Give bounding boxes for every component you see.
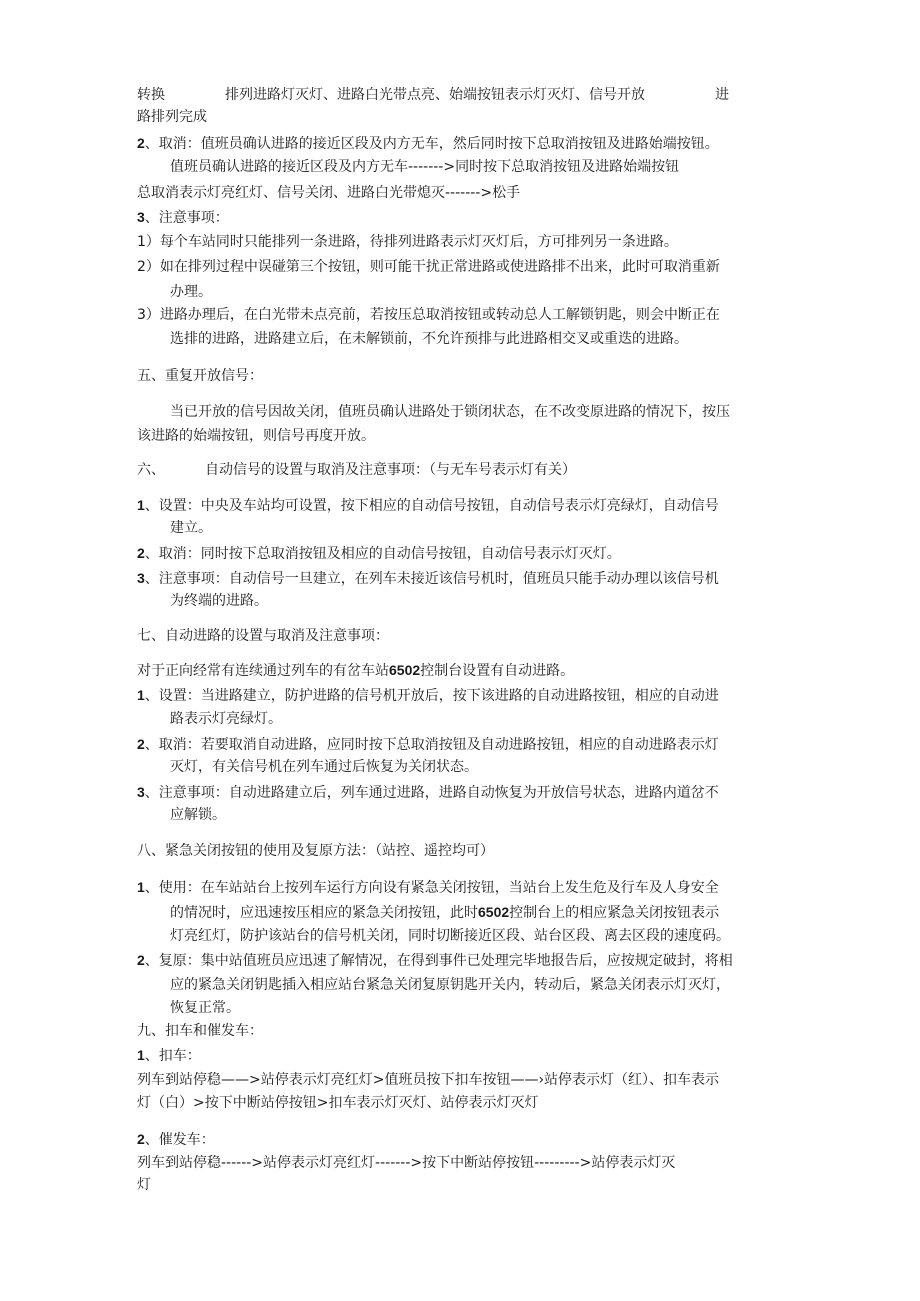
text-line: 1、设置：当进路建立，防护进路的信号机开放后，按下该进路的自动进路按钮，相应的自动进 <box>137 687 719 704</box>
text-line: 灭灯，有关信号机在列车通过后恢复为关闭状态。 <box>170 759 478 775</box>
text-line: 灯（白）>按下中断站停按钮>扣车表示灯灭灯、站停表示灯灭灯 <box>137 1095 539 1111</box>
text-line: 2、取消：同时按下总取消按钮及相应的自动信号按钮，自动信号表示灯灭灯。 <box>137 545 621 562</box>
text-line: 选排的进路，进路建立后，在未解锁前，不允许预排与此进路相交叉或重迭的进路。 <box>170 331 688 347</box>
text-line: 3、注意事项： <box>137 209 229 226</box>
text-line: 2、取消：若要取消自动进路，应同时按下总取消按钮及自动进路按钮，相应的自动进路表示灯 <box>137 736 719 753</box>
text-line: 的情况时，应迅速按压相应的紧急关闭按钮，此时6502控制台上的相应紧急关闭按钮表示 <box>170 904 720 921</box>
text-line: 建立。 <box>170 520 212 536</box>
text-line: 恢复正常。 <box>170 1000 240 1016</box>
section-heading: 八、紧急关闭按钮的使用及复原方法：（站控、遥控均可） <box>137 843 494 859</box>
text-line: 2、催发车： <box>137 1131 215 1148</box>
section-heading: 六、 自动信号的设置与取消及注意事项：（与无车号表示灯有关） <box>137 462 576 478</box>
section-heading: 九、扣车和催发车： <box>137 1023 263 1039</box>
text-line: 灯 <box>137 1177 151 1193</box>
text-line: 2、取消：值班员确认进路的接近区段及内方无车，然后同时按下总取消按钮及进路始端按钮。 <box>137 135 719 152</box>
text-line: 2、复原：集中站值班员应迅速了解情况，在得到事件已处理完毕地报告后，应按规定破封，将相 <box>137 952 733 969</box>
text-line: 1、扣车： <box>137 1047 201 1064</box>
section-heading: 五、重复开放信号： <box>137 368 263 384</box>
text-line: 3、注意事项：自动进路建立后，列车通过进路，进路自动恢复为开放信号状态，进路内道岔不 <box>137 784 719 801</box>
text-line: 3、注意事项：自动信号一旦建立，在列车未接近该信号机时，值班员只能手动办理以该信号机 <box>137 570 719 587</box>
text-line: 1）每个车站同时只能排列一条进路，待排列进路表示灯灭灯后，方可排列另一条进路。 <box>137 234 678 250</box>
text-line: 应的紧急关闭钥匙插入相应站台紧急关闭复原钥匙开关内，转动后，紧急关闭表示灯灭灯， <box>170 977 730 993</box>
text-line: 总取消表示灯亮红灯、信号关闭、进路白光带熄灭------->松手 <box>137 185 521 201</box>
text-line: 转换 排列进路灯灭灯、进路白光带点亮、始端按钮表示灯灭灯、信号开放 进 <box>137 87 729 103</box>
text-line: 列车到站停稳------>站停表示灯亮红灯------->按下中断站停按钮--------->站停表示灯灭 <box>137 1155 676 1171</box>
text-line: 该进路的始端按钮，则信号再度开放。 <box>137 428 375 444</box>
text-line: 当已开放的信号因故关闭，值班员确认进路处于锁闭状态，在不改变原进路的情况下，按压 <box>170 404 730 420</box>
text-line: 应解锁。 <box>170 807 226 823</box>
text-line: 1、设置：中央及车站均可设置，按下相应的自动信号按钮，自动信号表示灯亮绿灯，自动信号 <box>137 497 719 514</box>
text-line: 1、使用：在车站站台上按列车运行方向设有紧急关闭按钮，当站台上发生危及行车及人身安全 <box>137 879 719 896</box>
text-line: 值班员确认进路的接近区段及内方无车------->同时按下总取消按钮及进路始端按钮 <box>170 159 680 175</box>
text-line: 为终端的进路。 <box>170 593 268 609</box>
text-line: 对于正向经常有连续通过列车的有岔车站6502控制台设置有自动进路。 <box>137 662 575 679</box>
section-heading: 七、自动进路的设置与取消及注意事项： <box>137 628 389 644</box>
text-line: 3）进路办理后，在白光带未点亮前，若按压总取消按钮或转动总人工解锁钥匙，则会中断正在 <box>137 307 720 323</box>
text-line: 灯亮红灯，防护该站台的信号机关闭，同时切断接近区段、站台区段、离去区段的速度码。 <box>170 928 730 944</box>
text-line: 列车到站停稳——>站停表示灯亮红灯>值班员按下扣车按钮——›站停表示灯（红）、扣车表示 <box>137 1072 720 1088</box>
text-line: 办理。 <box>170 284 212 300</box>
text-line: 路表示灯亮绿灯。 <box>170 711 282 727</box>
text-line: 2）如在排列过程中误碰第三个按钮，则可能干扰正常进路或使进路排不出来，此时可取消重新 <box>137 259 720 275</box>
text-line: 路排列完成 <box>137 109 207 125</box>
